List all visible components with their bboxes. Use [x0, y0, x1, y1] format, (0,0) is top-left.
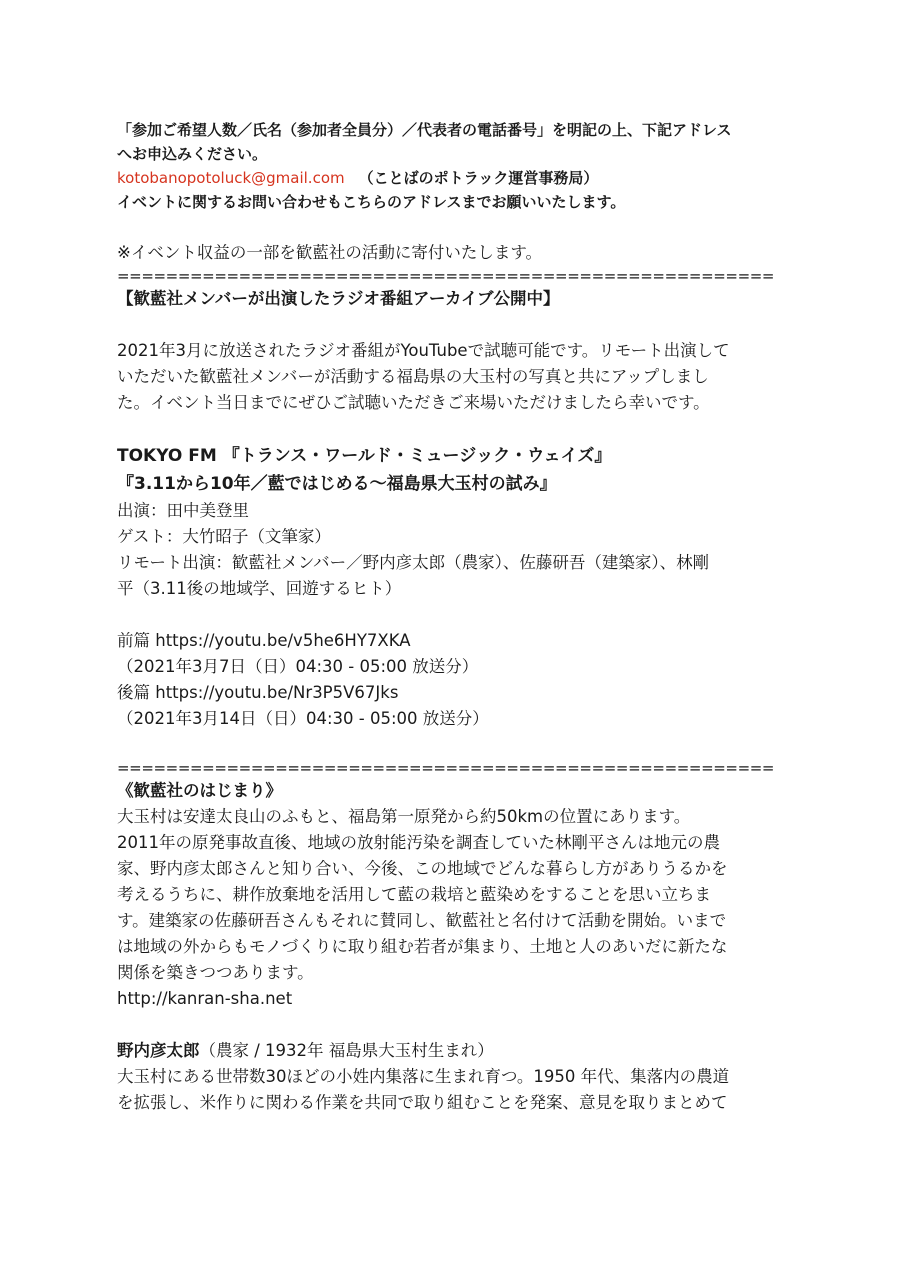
- origin-paragraph-line-5: す。建築家の佐藤研吾さんもそれに賛同し、歓藍社と名付けて活動を開始。いまで: [117, 911, 727, 930]
- program-title: TOKYO FM 『トランス・ワールド・ミュージック・ウェイズ』: [117, 446, 612, 466]
- origin-paragraph-line-3: 家、野内彦太郎さんと知り合い、今後、この地域でどんな暮らし方がありうるかを: [117, 859, 728, 878]
- origin-paragraph-line-6: は地域の外からもモノづくりに取り組む若者が集まり、土地と人のあいだに新たな: [117, 937, 728, 956]
- profile-heading: [117, 1038, 797, 1064]
- inquiry-note: イベントに関するお問い合わせもこちらのアドレスまでお願いいたします。: [117, 193, 626, 211]
- radio-section-heading: 【歓藍社メンバーが出演したラジオ番組アーカイブ公開中】: [117, 289, 560, 308]
- origin-paragraph-line-1: 大玉村は安達太良山のふもと、福島第一原発から約50kmの位置にあります。: [117, 807, 691, 826]
- spacer: [117, 1012, 797, 1038]
- document-page: [117, 118, 797, 1116]
- website-link[interactable]: http://kanran-sha.net: [117, 989, 293, 1008]
- guest-credit: ゲスト：大竹昭子（文筆家）: [117, 527, 331, 546]
- profile-meta: （農家 / 1932年 福島県大玉村生まれ）: [199, 1041, 494, 1060]
- radio-description-line-2: いただいた歓藍社メンバーが活動する福島県の大玉村の写真と共にアップしまし: [117, 367, 709, 386]
- contact-email-link[interactable]: kotobanopotoluck@gmail.com: [117, 169, 345, 187]
- spacer: [117, 416, 797, 442]
- profile-paragraph-line-1: 大玉村にある世帯数30ほどの小姓内集落に生まれ育つ。1950 年代、集落内の農道: [117, 1067, 730, 1086]
- episode-title: 『3.11から10年／藍ではじめる〜福島県大玉村の試み』: [117, 474, 557, 494]
- spacer: [117, 312, 797, 338]
- radio-description-line-1: 2021年3月に放送されたラジオ番組がYouTubeで試聴可能です。リモート出演して: [117, 341, 730, 360]
- origin-section-heading: 《歓藍社のはじまり》: [117, 781, 282, 800]
- part1-air-date: （2021年3月7日（日）04:30 - 05:00 放送分）: [117, 657, 479, 676]
- part1-link[interactable]: 前篇 https://youtu.be/v5he6HY7XKA: [117, 631, 411, 650]
- remote-credit-line-2: 平（3.11後の地域学、回遊するヒト）: [117, 579, 402, 598]
- spacer: [117, 214, 797, 240]
- divider-line: ======================================================: [117, 759, 775, 777]
- divider-line: ======================================================: [117, 267, 775, 285]
- profile-name: 野内彦太郎: [117, 1041, 200, 1060]
- origin-paragraph-line-2: 2011年の原発事故直後、地域の放射能汚染を調査していた林剛平さんは地元の農: [117, 833, 720, 852]
- spacer: [117, 732, 797, 758]
- application-instruction-line-1: 「参加ご希望人数／氏名（参加者全員分）／代表者の電話番号」を明記の上、下記アドレス: [117, 121, 732, 139]
- radio-description-line-3: た。イベント当日までにぜひご試聴いただきご来場いただけましたら幸いです。: [117, 393, 710, 412]
- contact-email-owner: （ことばのポトラック運営事務局）: [358, 169, 599, 187]
- application-instruction-line-2: へお申込みください。: [117, 145, 268, 163]
- donation-note: ※イベント収益の一部を歓藍社の活動に寄付いたします。: [117, 243, 543, 262]
- contact-line: [117, 166, 797, 190]
- remote-credit-line-1: リモート出演：歓藍社メンバー／野内彦太郎（農家）、佐藤研吾（建築家）、林剛: [117, 553, 710, 572]
- host-credit: 出演：田中美登里: [117, 501, 249, 520]
- origin-paragraph-line-7: 関係を築きつつあります。: [117, 963, 314, 982]
- part2-link[interactable]: 後篇 https://youtu.be/Nr3P5V67Jks: [117, 683, 399, 702]
- origin-paragraph-line-4: 考えるうちに、耕作放棄地を活用して藍の栽培と藍染めをすることを思い立ちま: [117, 885, 711, 904]
- profile-paragraph-line-2: を拡張し、米作りに関わる作業を共同で取り組むことを発案、意見を取りまとめて: [117, 1093, 728, 1112]
- spacer: [117, 602, 797, 628]
- part2-air-date: （2021年3月14日（日）04:30 - 05:00 放送分）: [117, 709, 489, 728]
